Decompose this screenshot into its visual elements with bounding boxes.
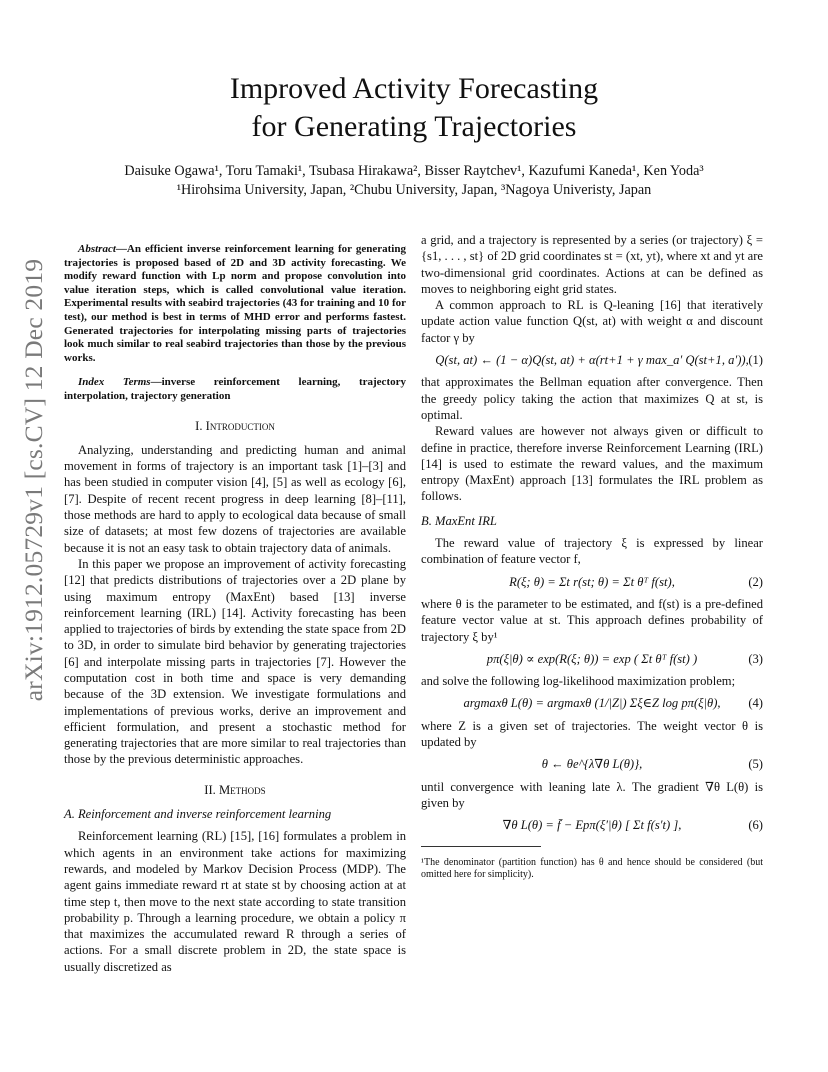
arxiv-sidebar-stamp [14,258,54,702]
intro-paragraph-2: In this paper we propose an improvement of activity forecasting [12] that predicts distributions of trajectories over a 2D plane by using maximum entropy (MaxEnt) based [13] inverse reinforcement learning (IRL) [14]. Activity forecasting has been applied to trajectories of birds by extending the state space from 2D to 3D, in order to simulate bird behavior by generating trajectories [6] and interpolate missing parts in trajectories [7]. However the computation cost in both time and space is very demanding because of the 3D extension. We investigate formulations and implementations of previous works, derive an improvement and efficient formulation, and present a stochastic method for generating trajectories that are more similar to real trajectories than those by the previous deterministic approaches. [64,556,406,767]
equation-6 [421,817,763,833]
equation-4-number: (4) [748,696,763,711]
equation-3-body: pπ(ξ|θ) ∝ exp(R(ξ; θ)) = exp ( Σt θᵀ f(st) ) [486,651,698,666]
equation-3-number: (3) [748,651,763,666]
footnote: ¹The denominator (partition function) has θ and hence should be considered (but omitted here for simplicity). [421,856,763,880]
equation-1-body: Q(st, at) ← (1 − α)Q(st, at) + α(rt+1 + γ max_a′ Q(st+1, a′)), [435,353,749,368]
intro-paragraph-1: Analyzing, understanding and predicting human and animal movement in forms of trajectory is an important task [1]–[3] and has been studied in computer vision [4], [5] as well as ecology [6], [7]. Despite of recent recent progress in deep learning [8]–[11], those methods are hard to apply to ecological data because of small size of datasets; at most few dozens of trajectories are available because it is not an easy task to obtain trajectory data of animals. [64,442,406,555]
equation-5-number: (5) [748,757,763,772]
subsection-heading-maxent: B. MaxEnt IRL [421,513,497,528]
right-paragraph-8: where Z is a given set of trajectories. The weight vector θ is updated by [421,718,763,750]
section-heading-methods: II. Methods [204,782,266,797]
abstract-label: Abstract [78,243,116,255]
equation-1-number: (1) [748,353,763,368]
subsection-heading-rl: A. Reinforcement and inverse reinforcement learning [64,807,332,822]
right-paragraph-6: where θ is the parameter to be estimated, and f(st) is a pre-defined feature vector value at st. This approach defines probability of trajectory ξ by¹ [421,596,763,644]
footnote-rule [421,846,541,847]
section-heading-introduction: I. Introduction [195,418,275,433]
affiliation-list: ¹Hirohsima University, Japan, ²Chubu University, Japan, ³Nagoya Univeristy, Japan [176,182,652,198]
right-paragraph-4: Reward values are however not always given or difficult to define in practice, therefore inverse Reinforcement Learning (IRL) [14] is used to estimate the reward values, and the maximum entropy (MaxEnt) approach [13] formulates the IRL problem as follows. [421,424,763,504]
right-paragraph-7: and solve the following log-likelihood maximization problem; [421,674,736,689]
index-terms-label: Index Terms [78,376,151,389]
right-paragraph-1: a grid, and a trajectory is represented by a series (or trajectory) ξ = {s1, . . . , st} of 2D grid coordinates st = (xt, yt), where xt and yt are two-dimensional grid coordinates. Actions at can be defined as moves to neighboring eight grid states. [421,233,764,296]
equation-2-body: R(ξ; θ) = Σt r(st; θ) = Σt θᵀ f(st), [509,574,675,589]
right-column [421,232,763,892]
rl-paragraph-1: Reinforcement learning (RL) [15], [16] formulates a problem in which agents in an environment take actions for maximizing rewards, and modeled by Markov Decision Process (MDP). The agent gains immediate reward rt at state st by choosing action at at time step t, then move to the next state according to state transition probability p. Through a learning procedure, we obtain a policy π that maximizes the accumulated reward R through a series of actions. For a small discrete problem in 2D, the state space is usually discretized as [64,829,406,974]
equation-1 [421,352,763,368]
equation-2 [421,574,763,590]
equation-4 [421,695,763,711]
equation-4-body: argmaxθ L(θ) = argmaxθ (1/|Z|) Σξ∈Z log pπ(ξ|θ), [463,696,721,711]
arxiv-id: arXiv:1912.05729v1 [cs.CV] 12 Dec 2019 [19,258,48,702]
equation-6-body: ∇θ L(θ) = f̄ − Epπ(ξ′|θ) [ Σt f(s′t) ], [502,818,682,833]
index-terms-text: —inverse reinforcement learning, trajectory interpolation, trajectory generation [64,376,406,402]
index-terms [64,376,406,403]
equation-5-body: θ ← θe^{λ∇θ L(θ)}, [541,757,643,772]
title-line-2: for Generating Trajectories [251,110,577,143]
author-block [60,162,768,200]
author-list: Daisuke Ogawa¹, Toru Tamaki¹, Tsubasa Hirakawa², Bisser Raytchev¹, Kazufumi Kaneda¹, Ken Yoda³ [124,163,704,179]
title-line-1: Improved Activity Forecasting [229,72,599,105]
right-paragraph-3: that approximates the Bellman equation after convergence. Then the greedy policy taking the action that maximizes Q at st, is optimal. [421,375,763,422]
left-column [64,232,406,975]
equation-5 [421,756,763,772]
abstract [64,243,406,365]
right-paragraph-5: The reward value of trajectory ξ is expressed by linear combination of feature vector f, [421,536,763,567]
right-paragraph-9: until convergence with leaning late λ. The gradient ∇θ L(θ) is given by [421,779,763,810]
right-paragraph-2: A common approach to RL is Q-leaning [16] that iteratively update action value function Q(st, at) with weight α and discount factor γ by [421,298,763,345]
equation-2-number: (2) [748,574,763,589]
abstract-text: —An efficient inverse reinforcement learning for generating trajectories is proposed based of 2D and 3D activity forecasting. We modify reward function with Lp norm and propose convolution into value iteration steps, which is called convolutional value iteration. Experimental results with seabird trajectories (43 for training and 10 for test), our method is best in terms of MHD error and performs fastest. Generated trajectories for interpolating missing parts of trajectories look much similar to real seabird trajectories than those by the previous works. [64,243,406,364]
equation-6-number: (6) [748,818,763,833]
paper-title [0,70,828,146]
equation-3 [421,651,763,667]
